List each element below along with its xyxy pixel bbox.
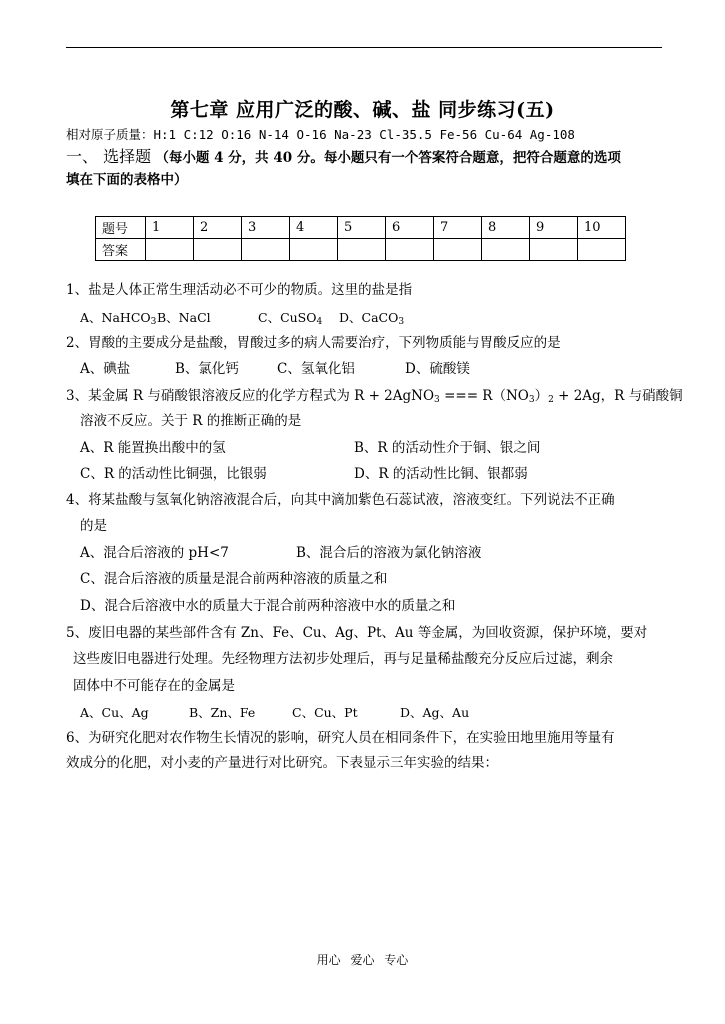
q2-option-d: D、硫酸镁 xyxy=(405,361,470,377)
q5-stem-cont: 这些废旧电器进行处理。先经物理方法初步处理后，再与足量稀盐酸充分反应后过滤，剩余 xyxy=(73,651,613,667)
q3-option-d: D、R 的活动性比铜、银都弱 xyxy=(354,466,528,482)
q6-stem: 6、为研究化肥对农作物生长情况的影响，研究人员在相同条件下，在实验田地里施用等量有 xyxy=(66,730,615,746)
q2-option-b: B、氯化钙 xyxy=(175,361,239,377)
header-rule xyxy=(66,47,662,48)
q5-option-d: D、Ag、Au xyxy=(400,705,470,720)
table-header-cell: 题号 xyxy=(96,217,146,239)
question-number-cell: 5 xyxy=(338,217,386,239)
question-number-cell: 1 xyxy=(146,217,194,239)
q4-stem: 4、将某盐酸与氢氧化钠溶液混合后，向其中滴加紫色石蕊试液，溶液变红。下列说法不正确 xyxy=(66,492,615,508)
q3-stem: 3、某金属 R 与硝酸银溶液反应的化学方程式为 R + 2AgNO$_3$ === $R(NO_3)_2 + 2Ag$，R 与硝酸铜 xyxy=(66,388,683,405)
table-header-cell: 答案 xyxy=(96,239,146,261)
table-row xyxy=(96,217,626,239)
q3-option-c: C、R 的活动性比铜强，比银弱 xyxy=(80,466,267,482)
answer-cell[interactable] xyxy=(530,239,578,261)
answer-cell[interactable] xyxy=(242,239,290,261)
q5-stem: 5、废旧电器的某些部件含有 Zn、Fe、Cu、Ag、Pt、Au 等金属，为回收资源，保护环境，要对 xyxy=(66,625,648,641)
q3-option-a: A、R 能置换出酸中的氢 xyxy=(80,440,226,456)
q3-stem-cont: 溶液不反应。关于 R 的推断正确的是 xyxy=(80,413,302,429)
answer-cell[interactable] xyxy=(290,239,338,261)
q2-option-c: C、氢氧化铝 xyxy=(277,361,355,377)
q6-stem-cont: 效成分的化肥，对小麦的产量进行对比研究。下表显示三年实验的结果： xyxy=(66,755,498,771)
q1-stem: 1、盐是人体正常生理活动必不可少的物质。这里的盐是指 xyxy=(66,282,413,298)
q5-option-b: B、Zn、Fe xyxy=(189,705,256,720)
q2-option-a: A、碘盐 xyxy=(80,361,131,377)
question-number-cell: 3 xyxy=(242,217,290,239)
answer-cell[interactable] xyxy=(434,239,482,261)
table-row xyxy=(96,239,626,261)
q5-option-c: C、Cu、Pt xyxy=(292,705,358,720)
q2-stem: 2、胃酸的主要成分是盐酸，胃酸过多的病人需要治疗，下列物质能与胃酸反应的是 xyxy=(66,335,561,351)
q3-option-b: B、R 的活动性介于铜、银之间 xyxy=(354,440,541,456)
page-footer: 用心 爱心 专心 xyxy=(316,953,409,967)
question-number-cell: 4 xyxy=(290,217,338,239)
question-number-cell: 10 xyxy=(578,217,626,239)
q4-option-a: A、混合后溶液的 pH<7 xyxy=(80,545,229,561)
q4-option-b: B、混合后的溶液为氯化钠溶液 xyxy=(296,545,482,561)
q1-option-d: D、CaCO$_3$ xyxy=(339,310,405,327)
q1-option-c: C、CuSO$_4$ xyxy=(258,310,323,327)
question-number-cell: 8 xyxy=(482,217,530,239)
question-number-cell: 2 xyxy=(194,217,242,239)
q4-option-c: C、混合后溶液的质量是混合前两种溶液的质量之和 xyxy=(80,571,388,587)
question-number-cell: 7 xyxy=(434,217,482,239)
q1-option-a: A、NaHCO$_3$ xyxy=(80,310,157,327)
page-title: 第七章 应用广泛的酸、碱、盐 同步练习(五) xyxy=(170,99,555,121)
q4-option-d: D、混合后溶液中水的质量大于混合前两种溶液中水的质量之和 xyxy=(80,598,456,614)
answer-cell[interactable] xyxy=(578,239,626,261)
answer-table xyxy=(95,216,626,261)
answer-cell[interactable] xyxy=(194,239,242,261)
answer-cell[interactable] xyxy=(482,239,530,261)
q1-option-b: B、NaCl xyxy=(157,310,211,325)
q4-stem-cont: 的是 xyxy=(80,518,107,534)
question-number-cell: 9 xyxy=(530,217,578,239)
question-number-cell: 6 xyxy=(386,217,434,239)
atomic-masses: 相对原子质量：H:1 C:12 O:16 N-14 O-16 Na-23 Cl-35.5 Fe-56 Cu-64 Ag-108 xyxy=(66,127,575,142)
answer-cell[interactable] xyxy=(386,239,434,261)
section-heading-label: 一、 选择题 xyxy=(66,147,152,166)
answer-cell[interactable] xyxy=(146,239,194,261)
q5-stem-cont2: 固体中不可能存在的金属是 xyxy=(73,678,235,694)
q5-option-a: A、Cu、Ag xyxy=(80,705,149,720)
section-heading xyxy=(66,148,621,167)
section-instructions: （每小题 4 分，共 40 分。每小题只有一个答案符合题意，把符合题意的选项 xyxy=(155,150,621,166)
section-instructions-cont: 填在下面的表格中） xyxy=(66,172,188,188)
answer-cell[interactable] xyxy=(338,239,386,261)
